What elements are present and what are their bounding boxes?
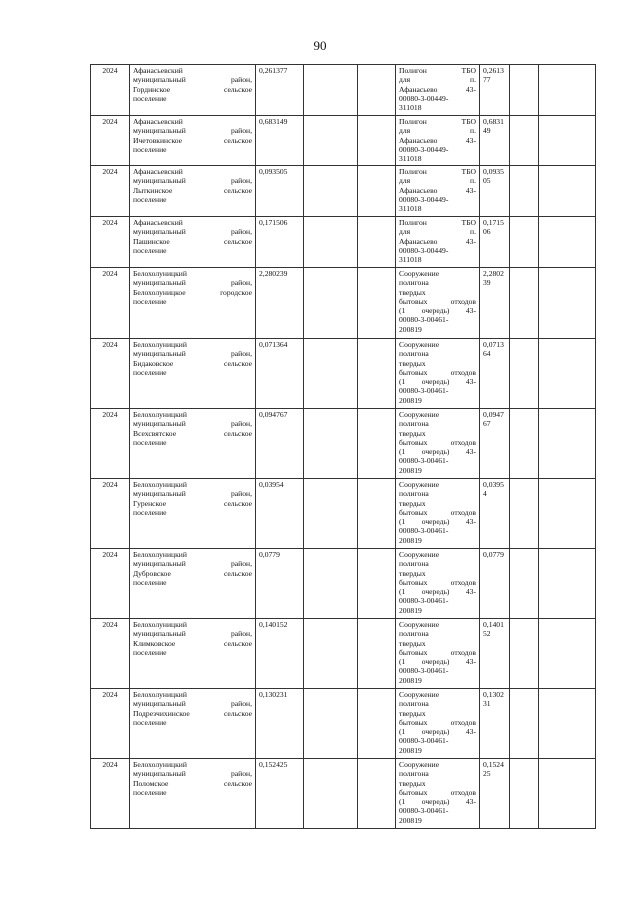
- empty-cell: [304, 116, 358, 166]
- year-cell: 2024: [91, 759, 130, 829]
- empty-cell: [539, 217, 596, 268]
- empty-cell: [304, 268, 358, 339]
- table-row: [91, 116, 596, 166]
- municipality-line: поселение: [133, 144, 167, 154]
- empty-cell: [304, 166, 358, 217]
- empty-cell: [358, 166, 396, 217]
- municipality-line: Белохолуницкий: [133, 550, 187, 559]
- facility-line: бытовых отходов: [399, 647, 476, 657]
- empty-cell: [358, 479, 396, 549]
- empty-cell: [358, 339, 396, 409]
- empty-cell: [510, 479, 539, 549]
- facility-line: полигона: [399, 559, 429, 569]
- municipality-line: муниципальный район,: [133, 126, 252, 136]
- facility-line: 200819: [399, 745, 422, 755]
- municipality-line: поселение: [133, 194, 167, 204]
- facility-line: Сооружение: [399, 620, 440, 629]
- municipality-line: Белохолуницкий: [133, 760, 187, 769]
- facility-line: для п.: [399, 75, 476, 85]
- municipality-line: муниципальный район,: [133, 75, 252, 85]
- empty-cell: [510, 549, 539, 619]
- table-row: [91, 166, 596, 217]
- year-cell: 2024: [91, 549, 130, 619]
- facility-line: Сооружение: [399, 269, 440, 278]
- municipality-line: Климковское сельское: [133, 638, 252, 648]
- value-cell: 0,683149: [256, 116, 304, 166]
- value-cell: 0,140152: [256, 619, 304, 689]
- empty-cell: [304, 65, 358, 116]
- empty-cell: [539, 116, 596, 166]
- municipality-line: поселение: [133, 367, 167, 377]
- facility-line: 00080-3-00461-: [399, 736, 449, 746]
- facility-line: твердых: [399, 498, 426, 508]
- municipality-line: муниципальный район,: [133, 489, 252, 499]
- facility-line: (1 очередь) 43-: [399, 447, 476, 457]
- empty-cell: [304, 689, 358, 759]
- municipality-line: Гординское сельское: [133, 84, 252, 94]
- facility-line: 00080-3-00449-: [399, 194, 449, 204]
- facility-line: (1 очередь) 43-: [399, 657, 476, 667]
- empty-cell: [358, 619, 396, 689]
- facility-line: бытовых отходов: [399, 717, 476, 727]
- facility-line: Сооружение: [399, 480, 440, 489]
- value-cell: 0,093505: [256, 166, 304, 217]
- empty-cell: [539, 409, 596, 479]
- facility-line: Полигон ТБО: [399, 167, 476, 176]
- empty-cell: [358, 549, 396, 619]
- facility-line: 200819: [399, 324, 422, 334]
- facility-line: (1 очередь) 43-: [399, 587, 476, 597]
- value-cell: 0,171506: [256, 217, 304, 268]
- facility-line: бытовых отходов: [399, 296, 476, 306]
- facility-line: бытовых отходов: [399, 507, 476, 517]
- empty-cell: [539, 166, 596, 217]
- facility-line: (1 очередь) 43-: [399, 797, 476, 807]
- facility-line: Афанасьево 43-: [399, 185, 476, 195]
- facility-line: твердых: [399, 358, 426, 368]
- facility-line: (1 очередь) 43-: [399, 517, 476, 527]
- facility-line: для п.: [399, 176, 476, 186]
- municipality-line: муниципальный район,: [133, 769, 252, 779]
- facility-line: 00080-3-00449-: [399, 93, 449, 103]
- municipality-line: Белохолуницкий: [133, 340, 187, 349]
- value-cell: 0,152425: [256, 759, 304, 829]
- municipality-line: муниципальный район,: [133, 176, 252, 186]
- year-cell: 2024: [91, 268, 130, 339]
- table-row: [91, 409, 596, 479]
- municipality-line: Белохолуницкий: [133, 620, 187, 629]
- amount-cell: 0,1715 06: [480, 217, 510, 268]
- municipality-line: поселение: [133, 647, 167, 657]
- facility-line: 200819: [399, 605, 422, 615]
- facility-line: полигона: [399, 489, 429, 499]
- municipality-cell: [130, 339, 256, 409]
- municipality-line: Подрезчихинское сельское: [133, 708, 252, 718]
- municipality-line: муниципальный район,: [133, 349, 252, 359]
- facility-line: 00080-3-00461-: [399, 526, 449, 536]
- facility-line: 00080-3-00461-: [399, 456, 449, 466]
- facility-line: полигона: [399, 629, 429, 639]
- empty-cell: [510, 759, 539, 829]
- facility-line: 00080-3-00449-: [399, 144, 449, 154]
- value-cell: 0,03954: [256, 479, 304, 549]
- facility-line: 200819: [399, 675, 422, 685]
- facility-line: 200819: [399, 465, 422, 475]
- facility-line: Сооружение: [399, 760, 440, 769]
- facility-line: (1 очередь) 43-: [399, 377, 476, 387]
- facility-line: Полигон ТБО: [399, 66, 476, 75]
- table-row: [91, 549, 596, 619]
- municipality-cell: [130, 166, 256, 217]
- municipality-line: муниципальный район,: [133, 559, 252, 569]
- facility-line: твердых: [399, 708, 426, 718]
- municipality-line: Афанасьевский: [133, 117, 183, 126]
- facility-cell: [396, 217, 480, 268]
- facility-cell: [396, 339, 480, 409]
- municipality-cell: [130, 65, 256, 116]
- facility-line: бытовых отходов: [399, 437, 476, 447]
- facility-line: Полигон ТБО: [399, 218, 476, 227]
- value-cell: 0,071364: [256, 339, 304, 409]
- empty-cell: [539, 339, 596, 409]
- empty-cell: [358, 268, 396, 339]
- empty-cell: [510, 217, 539, 268]
- year-cell: 2024: [91, 166, 130, 217]
- empty-cell: [539, 689, 596, 759]
- facility-cell: [396, 759, 480, 829]
- table-row: [91, 689, 596, 759]
- municipality-line: поселение: [133, 507, 167, 517]
- empty-cell: [304, 759, 358, 829]
- facility-line: для п.: [399, 227, 476, 237]
- empty-cell: [304, 409, 358, 479]
- year-cell: 2024: [91, 217, 130, 268]
- value-cell: 0,094767: [256, 409, 304, 479]
- facility-cell: [396, 116, 480, 166]
- amount-cell: 0,0947 67: [480, 409, 510, 479]
- municipality-line: Афанасьевский: [133, 167, 183, 176]
- municipality-line: поселение: [133, 245, 167, 255]
- municipality-line: Бидаковское сельское: [133, 358, 252, 368]
- facility-line: 200819: [399, 535, 422, 545]
- municipality-line: Белохолуницкий: [133, 410, 187, 419]
- empty-cell: [358, 759, 396, 829]
- municipality-line: поселение: [133, 717, 167, 727]
- municipality-line: Лыткинское сельское: [133, 185, 252, 195]
- empty-cell: [304, 619, 358, 689]
- facility-line: твердых: [399, 428, 426, 438]
- amount-cell: 0,1524 25: [480, 759, 510, 829]
- value-cell: 0,0779: [256, 549, 304, 619]
- empty-cell: [358, 689, 396, 759]
- value-cell: 0,130231: [256, 689, 304, 759]
- empty-cell: [539, 549, 596, 619]
- empty-cell: [304, 339, 358, 409]
- empty-cell: [304, 549, 358, 619]
- empty-cell: [358, 65, 396, 116]
- amount-cell: 0,2613 77: [480, 65, 510, 116]
- facility-line: 311018: [399, 103, 422, 113]
- facility-line: Сооружение: [399, 550, 440, 559]
- facility-line: Полигон ТБО: [399, 117, 476, 126]
- table-row: [91, 217, 596, 268]
- empty-cell: [510, 689, 539, 759]
- facility-line: 00080-3-00461-: [399, 806, 449, 816]
- table-row: [91, 759, 596, 829]
- empty-cell: [539, 268, 596, 339]
- facility-cell: [396, 65, 480, 116]
- municipality-line: поселение: [133, 787, 167, 797]
- facility-line: 00080-3-00461-: [399, 666, 449, 676]
- municipality-line: муниципальный район,: [133, 699, 252, 709]
- municipality-cell: [130, 759, 256, 829]
- facility-line: Сооружение: [399, 690, 440, 699]
- facility-cell: [396, 479, 480, 549]
- table-row: [91, 268, 596, 339]
- municipality-cell: [130, 549, 256, 619]
- empty-cell: [510, 339, 539, 409]
- facility-cell: [396, 549, 480, 619]
- facility-line: полигона: [399, 769, 429, 779]
- value-cell: 2,280239: [256, 268, 304, 339]
- empty-cell: [358, 116, 396, 166]
- empty-cell: [539, 479, 596, 549]
- table-row: [91, 619, 596, 689]
- municipality-line: Ичетовкинское сельское: [133, 135, 252, 145]
- table-row: [91, 479, 596, 549]
- facility-line: бытовых отходов: [399, 367, 476, 377]
- facility-line: 00080-3-00461-: [399, 315, 449, 325]
- municipality-cell: [130, 268, 256, 339]
- empty-cell: [510, 166, 539, 217]
- municipality-line: поселение: [133, 437, 167, 447]
- empty-cell: [510, 116, 539, 166]
- empty-cell: [358, 217, 396, 268]
- facility-cell: [396, 166, 480, 217]
- year-cell: 2024: [91, 409, 130, 479]
- table-row: [91, 339, 596, 409]
- municipality-line: муниципальный район,: [133, 629, 252, 639]
- year-cell: 2024: [91, 65, 130, 116]
- municipality-line: поселение: [133, 296, 167, 306]
- facility-line: твердых: [399, 778, 426, 788]
- municipality-line: Пашинское сельское: [133, 236, 252, 246]
- amount-cell: 0,0395 4: [480, 479, 510, 549]
- amount-cell: 0,0935 05: [480, 166, 510, 217]
- year-cell: 2024: [91, 116, 130, 166]
- facility-line: твердых: [399, 638, 426, 648]
- municipality-line: муниципальный район,: [133, 419, 252, 429]
- municipality-line: муниципальный район,: [133, 278, 252, 288]
- facility-cell: [396, 409, 480, 479]
- amount-cell: 0,6831 49: [480, 116, 510, 166]
- facility-line: 00080-3-00461-: [399, 596, 449, 606]
- municipality-cell: [130, 619, 256, 689]
- year-cell: 2024: [91, 339, 130, 409]
- table-body: [91, 65, 596, 829]
- facility-line: твердых: [399, 287, 426, 297]
- empty-cell: [510, 619, 539, 689]
- facility-line: 311018: [399, 255, 422, 265]
- empty-cell: [510, 268, 539, 339]
- facility-line: полигона: [399, 419, 429, 429]
- amount-cell: 2,2802 39: [480, 268, 510, 339]
- page-number: 90: [313, 38, 327, 53]
- amount-cell: 0,1401 52: [480, 619, 510, 689]
- amount-cell: 0,0779: [480, 549, 510, 619]
- amount-cell: 0,0713 64: [480, 339, 510, 409]
- facility-line: Афанасьево 43-: [399, 84, 476, 94]
- facility-line: полигона: [399, 699, 429, 709]
- facility-line: полигона: [399, 278, 429, 288]
- facility-line: твердых: [399, 568, 426, 578]
- municipality-line: Всехсвятское сельское: [133, 428, 252, 438]
- municipality-line: поселение: [133, 93, 167, 103]
- amount-cell: 0,1302 31: [480, 689, 510, 759]
- facility-line: Сооружение: [399, 340, 440, 349]
- facility-line: 00080-3-00449-: [399, 245, 449, 255]
- facility-cell: [396, 619, 480, 689]
- empty-cell: [539, 759, 596, 829]
- facility-line: Афанасьево 43-: [399, 236, 476, 246]
- facility-line: Афанасьево 43-: [399, 135, 476, 145]
- facility-cell: [396, 689, 480, 759]
- municipality-line: Афанасьевский: [133, 218, 183, 227]
- year-cell: 2024: [91, 479, 130, 549]
- facility-line: 200819: [399, 815, 422, 825]
- municipality-line: Поломское сельское: [133, 778, 252, 788]
- municipality-cell: [130, 479, 256, 549]
- facility-line: полигона: [399, 349, 429, 359]
- year-cell: 2024: [91, 689, 130, 759]
- empty-cell: [304, 479, 358, 549]
- empty-cell: [510, 409, 539, 479]
- empty-cell: [539, 65, 596, 116]
- empty-cell: [358, 409, 396, 479]
- municipality-line: Белохолуницкий: [133, 269, 187, 278]
- empty-cell: [510, 65, 539, 116]
- municipality-line: Афанасьевский: [133, 66, 183, 75]
- municipality-line: Дубровское сельское: [133, 568, 252, 578]
- table-row: [91, 65, 596, 116]
- municipality-cell: [130, 217, 256, 268]
- facility-line: для п.: [399, 126, 476, 136]
- facility-line: 200819: [399, 395, 422, 405]
- facility-line: 00080-3-00461-: [399, 386, 449, 396]
- municipality-line: Белохолуницкое городское: [133, 287, 252, 297]
- facility-line: 311018: [399, 154, 422, 164]
- municipality-cell: [130, 409, 256, 479]
- municipality-line: Белохолуницкий: [133, 480, 187, 489]
- empty-cell: [539, 619, 596, 689]
- facility-line: 311018: [399, 204, 422, 214]
- municipality-line: поселение: [133, 577, 167, 587]
- municipality-cell: [130, 689, 256, 759]
- year-cell: 2024: [91, 619, 130, 689]
- value-cell: 0,261377: [256, 65, 304, 116]
- municipality-line: Гуренское сельское: [133, 498, 252, 508]
- facility-line: (1 очередь) 43-: [399, 727, 476, 737]
- municipality-line: Белохолуницкий: [133, 690, 187, 699]
- facility-line: Сооружение: [399, 410, 440, 419]
- facility-cell: [396, 268, 480, 339]
- facility-line: бытовых отходов: [399, 577, 476, 587]
- municipality-cell: [130, 116, 256, 166]
- municipality-line: муниципальный район,: [133, 227, 252, 237]
- facility-line: (1 очередь) 43-: [399, 306, 476, 316]
- data-table: [90, 64, 596, 829]
- facility-line: бытовых отходов: [399, 787, 476, 797]
- empty-cell: [304, 217, 358, 268]
